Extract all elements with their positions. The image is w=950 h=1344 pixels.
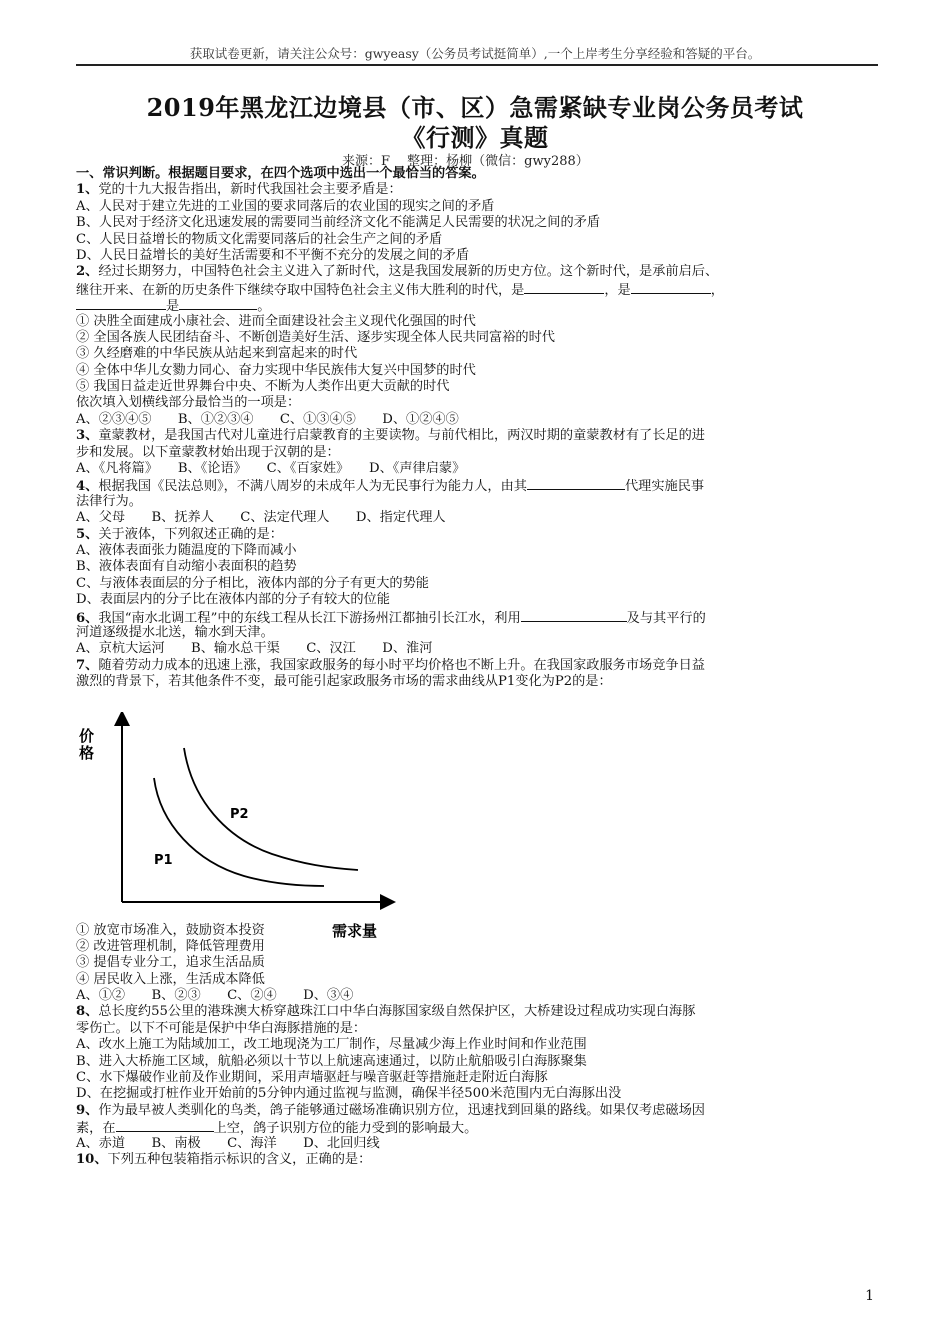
q2-stem-line2 [76, 281, 876, 297]
y-axis-label: 价格 [77, 728, 95, 762]
q3-stem-line1 [76, 428, 876, 444]
q2-stem-text2b: ，是 [604, 282, 631, 298]
curve-p2 [184, 748, 358, 870]
q7-stem-text1: 随着劳动力成本的迅速上涨，我国家政服务的每小时平均价格也不断上升。在我国家政服务市场竞争日益 [98, 657, 705, 673]
q4-stem-line1 [76, 477, 876, 493]
q2-item-4: ④ 全体中华儿女勠力同心、奋力实现中华民族伟大复兴中国梦的时代 [76, 362, 476, 378]
q9-blank [116, 1119, 214, 1132]
q5-number: 5、 [76, 526, 99, 542]
q1-stem [76, 182, 876, 198]
section-heading: 一、常识判断。根据题目要求，在四个选项中选出一个最恰当的答案。 [76, 166, 485, 181]
q8-option-b: B、进入大桥施工区域，航船必须以十节以上航速高速通过，以防止航船吸引白海豚聚集 [76, 1053, 587, 1069]
q2-prompt: 依次填入划横线部分最恰当的一项是： [76, 395, 301, 411]
q8-option-c: C、水下爆破作业前及作业期间，采用声墙驱赶与噪音驱赶等措施赶走附近白海豚 [76, 1070, 548, 1086]
q9-options: A、赤道 B、南极 C、海洋 D、北回归线 [76, 1135, 380, 1151]
q2-item-5: ⑤ 我国日益走近世界舞台中央、不断为人类作出更大贡献的时代 [76, 379, 450, 395]
q9-number: 9、 [76, 1102, 99, 1118]
q2-stem-line1 [76, 264, 876, 280]
q1-stem-text: 党的十九大报告指出，新时代我国社会主要矛盾是： [98, 182, 402, 198]
q7-number: 7、 [76, 657, 99, 673]
q8-number: 8、 [76, 1004, 99, 1020]
q5-option-a: A、液体表面张力随温度的下降而减小 [76, 542, 297, 558]
header-rule [76, 64, 878, 66]
q10-stem [76, 1152, 876, 1168]
q8-stem-text1: 总长度约55公里的港珠澳大桥穿越珠江口中华白海豚国家级自然保护区，大桥建设过程成功实现白海豚 [98, 1004, 696, 1020]
header-note: 获取试卷更新，请关注公众号：gwyeasy（公务员考试挺简单）,一个上岸考生分享经验和答疑的平台。 [189, 46, 761, 61]
curve-p1-label: P1 [154, 853, 173, 868]
question-content [76, 166, 876, 1168]
q7-item-3: ③ 提倡专业分工，追求生活品质 [76, 955, 265, 971]
q2-blank-1 [524, 281, 604, 294]
q4-options: A、父母 B、抚养人 C、法定代理人 D、指定代理人 [76, 510, 446, 526]
q4-stem-line2: 法律行为。 [76, 493, 142, 509]
document-subtitle: 《行测》真题 [401, 123, 549, 152]
q1-option-c: C、人民日益增长的物质文化需要同落后的社会生产之间的矛盾 [76, 231, 443, 247]
q5-option-d: D、表面层内的分子比在液体内部的分子有较大的位能 [76, 592, 390, 608]
q1-option-b: B、人民对于经济文化迅速发展的需要同当前经济文化不能满足人民需要的状况之间的矛盾 [76, 215, 600, 231]
q1-option-d: D、人民日益增长的美好生活需要和不平衡不充分的发展之间的矛盾 [76, 247, 470, 263]
q5-option-b: B、液体表面有自动缩小表面积的趋势 [76, 559, 297, 575]
demand-curve-chart [76, 712, 396, 944]
q6-options: A、京杭大运河 B、输水总干渠 C、汉江 D、淮河 [76, 641, 433, 657]
q2-blank-3 [76, 297, 166, 310]
q7-stem-line2: 激烈的背景下，若其他条件不变，最可能引起家政服务市场的需求曲线从P1变化为P2的是： [76, 674, 612, 690]
q6-blank [521, 609, 627, 622]
q2-item-3: ③ 久经磨难的中华民族从站起来到富起来的时代 [76, 346, 358, 362]
q10-number: 10、 [76, 1151, 108, 1167]
q2-blank-2 [631, 281, 711, 294]
q2-stem-line3 [76, 297, 876, 313]
q2-item-1: ① 决胜全面建成小康社会、进而全面建设社会主义现代化强国的时代 [76, 313, 476, 329]
q7-item-4: ④ 居民收入上涨，生活成本降低 [76, 971, 265, 987]
q7-stem-line1 [76, 658, 876, 674]
q2-number: 2、 [76, 264, 99, 280]
curve-p2-label: P2 [230, 807, 249, 822]
q3-options: A、《凡将篇》 B、《论语》 C、《百家姓》 D、《声律启蒙》 [76, 461, 466, 477]
q1-number: 1、 [76, 182, 99, 198]
q6-stem-line1 [76, 609, 876, 625]
q4-stem-text1a: 根据我国《民法总则》，不满八周岁的未成年人为无民事行为能力人，由其 [98, 479, 527, 495]
q1-option-a: A、人民对于建立先进的工业国的要求同落后的农业国的现实之间的矛盾 [76, 198, 495, 214]
source-line: 来源：F 整理：杨柳（微信：gwy288） [342, 154, 589, 169]
q9-stem-line1 [76, 1103, 876, 1119]
q8-stem-line2: 零伤亡。以下不可能是保护中华白海豚措施的是： [76, 1020, 367, 1036]
q6-stem-line2: 河道逐级提水北送，输水到天津。 [76, 624, 274, 640]
q8-option-d: D、在挖掘或打桩作业开始前的5分钟内通过监视与监测，确保半径500米范围内无白海豚出没 [76, 1086, 622, 1102]
document-title: 2019年黑龙江边境县（市、区）急需紧缺专业岗公务员考试 [146, 93, 804, 122]
q4-number: 4、 [76, 479, 99, 495]
q8-stem-line1 [76, 1004, 876, 1020]
q2-stem-text1: 经过长期努力，中国特色社会主义进入了新时代，这是我国发展新的历史方位。这个新时代，是承前启后、 [98, 264, 719, 280]
q8-option-a: A、改水上施工为陆域加工，改工地现浇为工厂制作，尽量减少海上作业时间和作业范围 [76, 1037, 587, 1053]
q2-blank-4 [179, 297, 257, 310]
q2-stem-text3a: 是 [166, 299, 180, 315]
q5-stem-text: 关于液体，下列叙述正确的是： [98, 526, 283, 542]
q7-options: A、①② B、②③ C、②④ D、③④ [76, 988, 354, 1004]
q10-stem-text: 下列五种包装箱指示标识的含义，正确的是： [107, 1151, 372, 1167]
q2-item-2: ② 全国各族人民团结奋斗、不断创造美好生活、逐步实现全体人民共同富裕的时代 [76, 329, 555, 345]
q6-stem-text1a: 我国“南水北调工程”中的东线工程从长江下游扬州江都抽引长江水，利用 [98, 610, 521, 626]
x-axis-label: 需求量 [332, 922, 378, 940]
q2-stem-text3c: 。 [257, 299, 271, 315]
q7-item-1: ① 放宽市场准入，鼓励资本投资 [76, 922, 265, 938]
q4-stem-text1b: 代理实施民事 [624, 479, 705, 495]
q9-stem-text1: 作为最早被人类驯化的鸟类，鸽子能够通过磁场准确识别方位，迅速找到回巢的路线。如果仅考虑磁场因 [98, 1102, 705, 1118]
q5-option-c: C、与液体表面层的分子相比，液体内部的分子有更大的势能 [76, 575, 429, 591]
q9-stem-line2 [76, 1119, 876, 1135]
q2-stem-text2a: 继往开来、在新的历史条件下继续夺取中国特色社会主义伟大胜利的时代，是 [76, 282, 525, 298]
page-number: 1 [865, 1288, 874, 1304]
q2-stem-text2c: ， [710, 282, 724, 298]
q3-number: 3、 [76, 428, 99, 444]
q2-options: A、②③④⑤ B、①②③④ C、①③④⑤ D、①②④⑤ [76, 411, 459, 427]
q9-stem-text2a: 素，在 [76, 1121, 116, 1137]
curve-p1 [154, 778, 324, 886]
q5-stem [76, 527, 876, 543]
q3-stem-text1: 童蒙教材，是我国古代对儿童进行启蒙教育的主要读物。与前代相比，两汉时期的童蒙教材有了长足的进 [98, 428, 705, 444]
q6-number: 6、 [76, 610, 99, 626]
q6-stem-text1b: 及与其平行的 [626, 610, 706, 626]
q7-item-2: ② 改进管理机制，降低管理费用 [76, 938, 265, 954]
q3-stem-line2: 步和发展。以下童蒙教材始出现于汉朝的是： [76, 444, 340, 460]
q4-blank [527, 477, 625, 490]
q9-stem-text2b: 上空，鸽子识别方位的能力受到的影响最大。 [213, 1121, 478, 1137]
